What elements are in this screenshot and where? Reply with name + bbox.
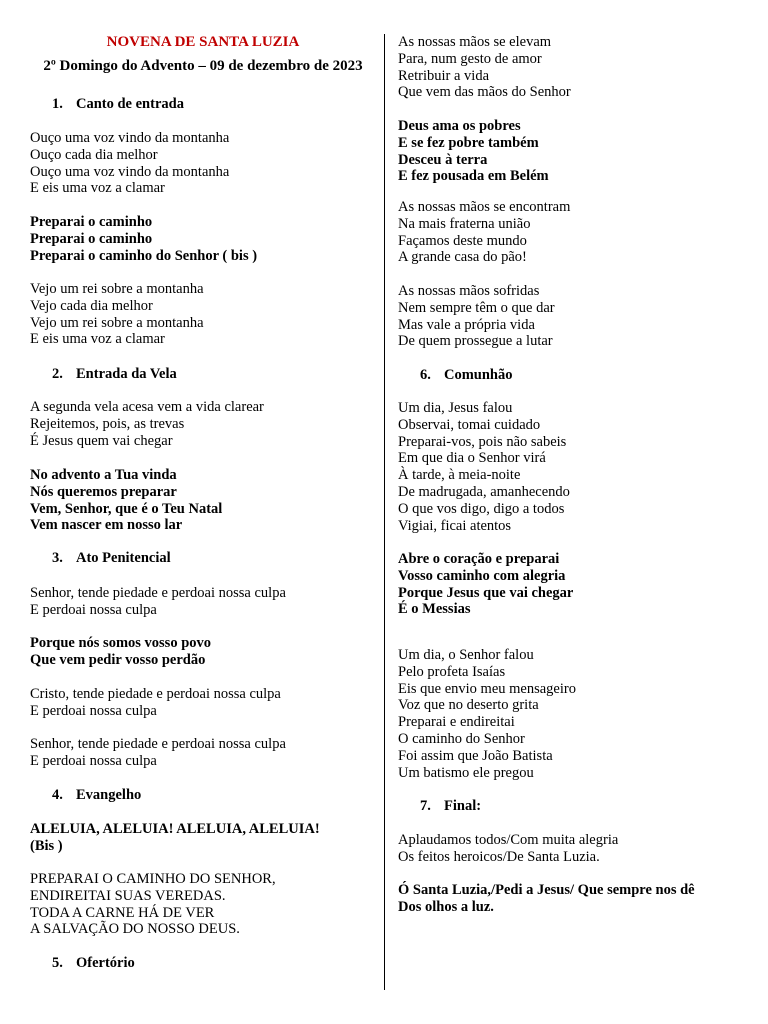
text-line: Porque Jesus que vai chegar (398, 584, 574, 601)
text-line: Voz que no deserto grita (398, 697, 539, 714)
text-line: Vejo cada dia melhor (30, 297, 153, 314)
text-line: Em que dia o Senhor virá (398, 450, 546, 467)
text-line: E se fez pobre também (398, 134, 539, 151)
text-line: E perdoai nossa culpa (30, 601, 157, 618)
closing-prayer-block (398, 882, 748, 916)
text-line: Que vem das mãos do Senhor (398, 84, 571, 101)
text-line: Preparai o caminho do Senhor ( bis ) (30, 247, 258, 264)
text-line: Façamos deste mundo (398, 232, 527, 249)
text-line: Foi assim que João Batista (398, 747, 553, 764)
section-heading-ofertorio: 5. Ofertório (52, 955, 135, 971)
text-line: Aplaudamos todos/Com muita alegria (398, 832, 619, 848)
verse-block (398, 400, 748, 534)
text-line: Preparai-vos, pois não sabeis (398, 433, 567, 450)
text-line: Deus ama os pobres (398, 118, 521, 134)
section-heading-canto-de-entrada: 1. Canto de entrada (52, 96, 184, 112)
text-line: Vem nascer em nosso lar (30, 517, 183, 534)
verse-block (398, 283, 748, 350)
verse-block (398, 647, 748, 781)
text-line: E eis uma voz a clamar (30, 180, 165, 197)
refrain-block (30, 214, 380, 264)
text-line: (Bis ) (30, 837, 63, 854)
verse-block (398, 832, 748, 866)
text-line: Porque nós somos vosso povo (30, 635, 212, 651)
text-line: Vosso caminho com alegria (398, 567, 566, 584)
verse-block (30, 130, 380, 197)
text-line: E eis uma voz a clamar (30, 331, 165, 348)
text-line: PREPARAI O CAMINHO DO SENHOR, (30, 871, 276, 887)
text-line: Senhor, tende piedade e perdoai nossa culpa (30, 585, 286, 601)
text-line: E fez pousada em Belém (398, 168, 549, 185)
text-line: Retribuir a vida (398, 67, 490, 84)
text-line: Preparai o caminho (30, 214, 153, 230)
text-line: Nós queremos preparar (30, 483, 177, 500)
verse-block (30, 281, 380, 348)
text-line: Pelo profeta Isaías (398, 663, 506, 680)
text-line: Vejo um rei sobre a montanha (30, 314, 204, 331)
refrain-block (398, 551, 748, 618)
text-line: ENDIREITAI SUAS VEREDAS. (30, 887, 226, 904)
text-line: TODA A CARNE HÁ DE VER (30, 904, 215, 921)
section-heading-ato-penitencial: 3. Ato Penitencial (52, 550, 171, 566)
text-line: Preparai o caminho (30, 230, 153, 247)
section-heading-final: 7. Final: (420, 798, 482, 814)
text-line: As nossas mãos se encontram (398, 199, 571, 215)
text-line: A grande casa do pão! (398, 249, 527, 266)
text-line: Ouço cada dia melhor (30, 146, 158, 163)
text-line: A segunda vela acesa vem a vida clarear (30, 399, 264, 415)
text-line: Vem, Senhor, que é o Teu Natal (30, 500, 223, 517)
text-line: De madrugada, amanhecendo (398, 483, 570, 500)
section-heading-entrada-da-vela: 2. Entrada da Vela (52, 366, 177, 382)
verse-block (398, 199, 748, 266)
text-line: De quem prossegue a lutar (398, 333, 553, 350)
text-line: Um batismo ele pregou (398, 764, 534, 781)
text-line: Um dia, Jesus falou (398, 400, 513, 416)
text-line: Abre o coração e preparai (398, 551, 560, 567)
text-line: Para, num gesto de amor (398, 50, 542, 67)
refrain-block (30, 467, 380, 534)
text-line: E perdoai nossa culpa (30, 752, 157, 769)
text-line: Eis que envio meu mensageiro (398, 680, 576, 697)
text-line: Ouço uma voz vindo da montanha (30, 130, 230, 146)
acclamation-block (30, 821, 380, 855)
text-line: Os feitos heroicos/De Santa Luzia. (398, 848, 600, 865)
section-heading-evangelho: 4. Evangelho (52, 787, 142, 803)
text-line: A SALVAÇÃO DO NOSSO DEUS. (30, 921, 240, 938)
text-line: O caminho do Senhor (398, 730, 525, 747)
text-line: Um dia, o Senhor falou (398, 647, 534, 663)
text-line: Na mais fraterna união (398, 215, 531, 232)
text-line: Mas vale a própria vida (398, 316, 535, 333)
text-line: O que vos digo, digo a todos (398, 500, 565, 517)
refrain-block (30, 635, 380, 669)
text-line: Cristo, tende piedade e perdoai nossa culpa (30, 686, 281, 702)
column-divider (384, 34, 385, 990)
verse-block (398, 34, 748, 101)
page-subtitle: 2º Domingo do Advento – 09 de dezembro de 2023 (43, 58, 363, 74)
verse-block (30, 686, 380, 720)
text-line: Ó Santa Luzia,/Pedi a Jesus/ Que sempre nos dê (398, 882, 695, 898)
gospel-verse-block (30, 871, 380, 938)
verse-block (30, 399, 380, 449)
refrain-block (398, 118, 748, 185)
text-line: É o Messias (398, 601, 471, 618)
text-line: É Jesus quem vai chegar (30, 432, 173, 449)
text-line: Nem sempre têm o que dar (398, 299, 555, 316)
text-line: As nossas mãos se elevam (398, 34, 552, 50)
text-line: Preparai e endireitai (398, 714, 515, 731)
text-line: No advento a Tua vinda (30, 467, 177, 483)
text-line: Ouço uma voz vindo da montanha (30, 163, 230, 180)
text-line: ALELUIA, ALELUIA! ALELUIA, ALELUIA! (30, 821, 320, 837)
text-line: Senhor, tende piedade e perdoai nossa culpa (30, 736, 286, 752)
text-line: Rejeitemos, pois, as trevas (30, 415, 185, 432)
verse-block (30, 736, 380, 770)
page-title: NOVENA DE SANTA LUZIA (106, 34, 300, 50)
text-line: Vejo um rei sobre a montanha (30, 281, 204, 297)
text-line: Desceu à terra (398, 151, 488, 168)
verse-block (30, 585, 380, 619)
section-heading-comunhao: 6. Comunhão (420, 367, 513, 383)
text-line: As nossas mãos sofridas (398, 283, 540, 299)
text-line: Observai, tomai cuidado (398, 416, 541, 433)
text-line: Vigiai, ficai atentos (398, 517, 512, 534)
text-line: E perdoai nossa culpa (30, 702, 157, 719)
text-line: Que vem pedir vosso perdão (30, 651, 206, 668)
text-line: Dos olhos a luz. (398, 898, 494, 915)
text-line: À tarde, à meia-noite (398, 467, 521, 484)
